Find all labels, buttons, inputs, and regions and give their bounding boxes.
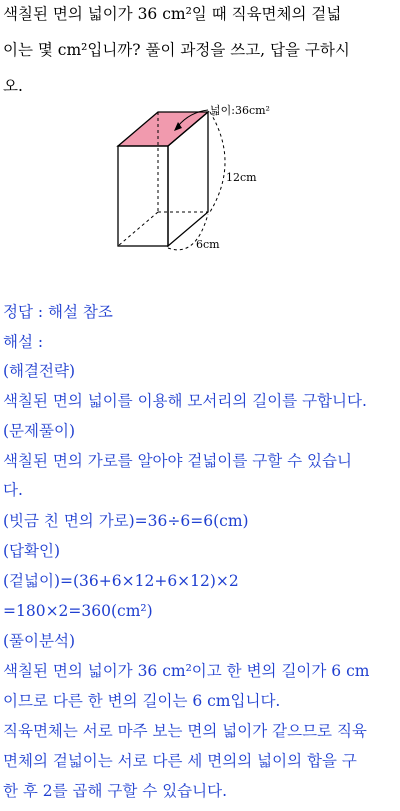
solution-text-1: 색칠된 면의 가로를 알아야 겉넓이를 구할 수 있습니 [3, 452, 352, 470]
height-dimension-arc [210, 112, 225, 212]
formula-side-length: (빗금 친 면의 가로)=36÷6=6(cm) [3, 512, 249, 530]
analysis-text-4: 면체의 겉넓이는 서로 다른 세 면의의 넓이의 합을 구 [3, 752, 357, 770]
formula-surface-area: (겉넓이)=(36+6×12+6×12)×2 [3, 572, 239, 590]
explanation-heading: 해설 : [3, 333, 44, 351]
analysis-text-2: 이므로 다른 한 변의 길이는 6 cm입니다. [3, 692, 281, 710]
formula-result: =180×2=360(cm²) [3, 602, 153, 620]
check-heading: (답확인) [3, 542, 61, 560]
width-label: 6cm [196, 238, 220, 251]
strategy-heading: (해결전략) [3, 362, 75, 380]
height-label: 12cm [226, 171, 257, 184]
analysis-text-3: 직육면체는 서로 마주 보는 면의 넓이가 같으므로 직육 [3, 722, 367, 740]
shaded-top-face [118, 112, 208, 146]
analysis-text-1: 색칠된 면의 넓이가 36 cm²이고 한 변의 길이가 6 cm [3, 662, 370, 680]
solution-text-2: 다. [3, 481, 23, 499]
hidden-edge-diagonal [118, 212, 158, 246]
question-line-2: 이는 몇 cm²입니까? 풀이 과정을 쓰고, 답을 구하시 [3, 41, 350, 59]
strategy-text: 색칠된 면의 넓이를 이용해 모서리의 길이를 구합니다. [3, 392, 367, 410]
question-line-1: 색칠된 면의 넓이가 36 cm²일 때 직육면체의 겉넓 [3, 5, 342, 23]
area-label: 넓이:36cm² [210, 104, 270, 117]
question-line-3: 오. [3, 77, 23, 95]
analysis-text-5: 한 후 2를 곱해 구할 수 있습니다. [3, 782, 228, 800]
analysis-heading: (풀이분석) [3, 632, 75, 650]
solution-heading: (문제풀이) [3, 422, 75, 440]
prism-figure [100, 98, 300, 270]
front-face [118, 146, 168, 246]
answer-line: 정답 : 해설 참조 [3, 303, 113, 321]
